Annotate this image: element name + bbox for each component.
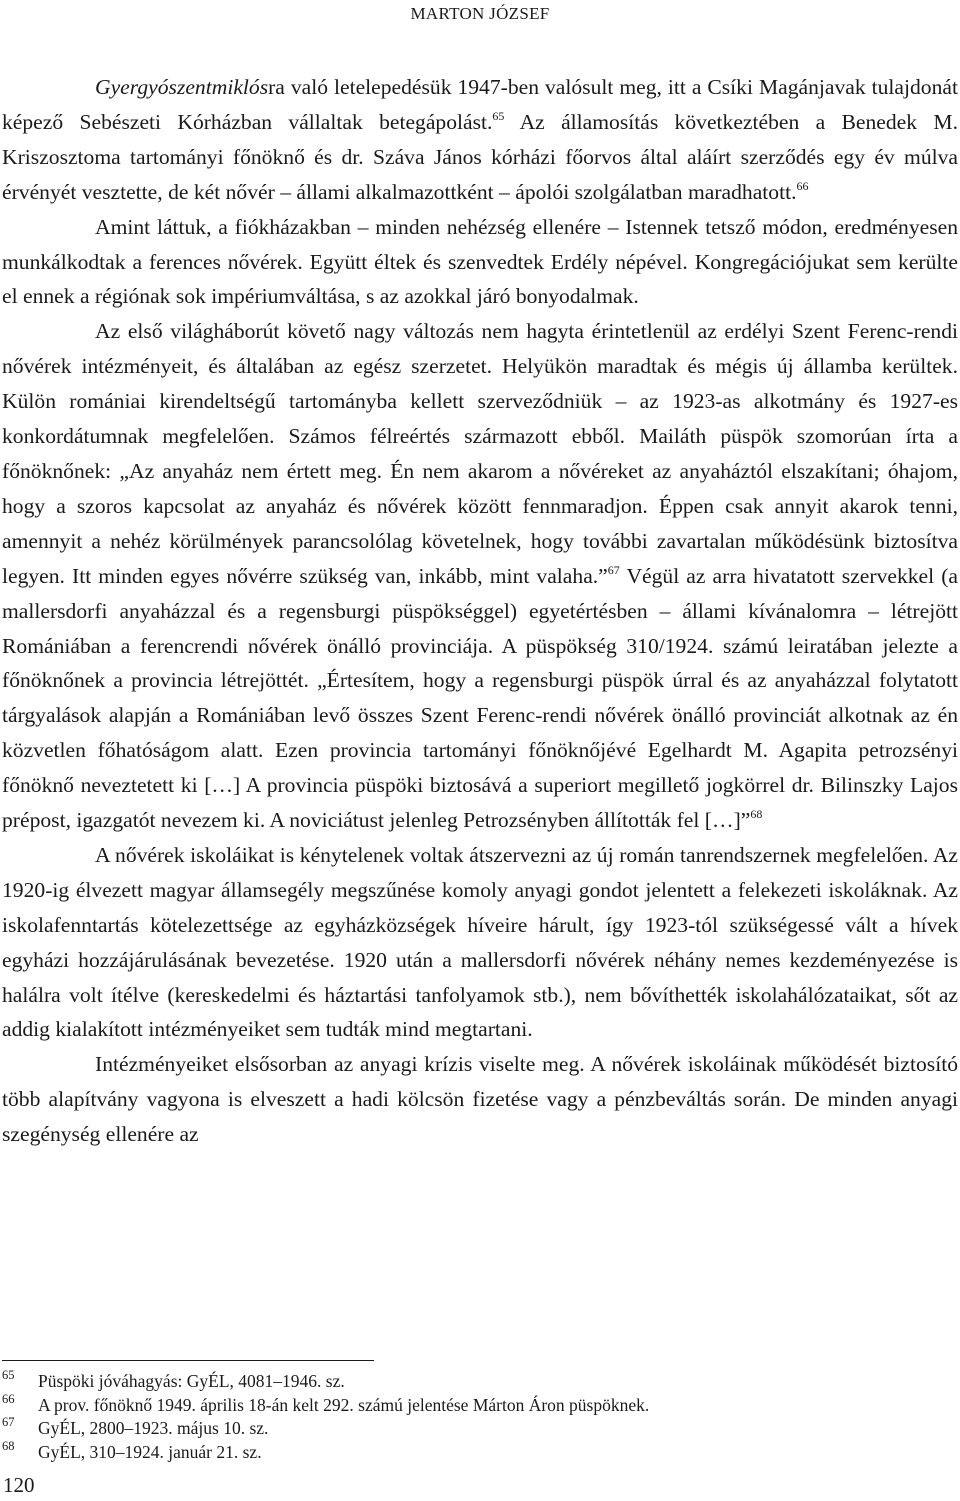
footnote-text: GyÉL, 2800–1923. május 10. sz. [38, 1418, 269, 1438]
paragraph-text: Az államosítás következtében a Benedek M. Kriszosztoma tartományi főnöknő és dr. Száva János kórházi főorvos által aláírt szerződés egy év múlva érvényét vesztette, de két nővér – állami alkalmazottként – ápolói szolgálatban maradhatott. [2, 109, 958, 204]
footnote-number: 65 [2, 1368, 15, 1382]
footnotes [2, 1370, 952, 1464]
footnote [2, 1417, 952, 1441]
running-header: MARTON JÓZSEF [410, 4, 550, 23]
paragraph [2, 70, 958, 210]
body-text [2, 70, 958, 1152]
page-number: 120 [3, 1473, 35, 1497]
footnote-text: Püspöki jóváhagyás: GyÉL, 4081–1946. sz. [38, 1371, 345, 1391]
paragraph [2, 210, 958, 315]
footnote-ref: 67 [607, 562, 620, 577]
footnote [2, 1438, 952, 1465]
footnote-ref: 65 [492, 108, 505, 123]
italic-text: Gyergyószentmiklós [95, 75, 269, 99]
footnote [2, 1370, 952, 1394]
footnote-text: A prov. főnöknő 1949. április 18-án kelt 292. számú jelentése Márton Áron püspöknek. [38, 1394, 650, 1415]
footnote-number: 67 [2, 1415, 15, 1429]
paragraph-text: Végül az arra hivatatott szervekkel (a mallersdorfi anyaházzal és a regensburgi püspökséggel) egyetértésben – állami kívánalomra – létrejött Romániában a ferencrendi nővérek önálló provinciája. A püspökség 310/1924. számú leiratában jelezte a főnöknőnek a provincia létrejöttét. „Értesítem, hogy a regensburgi püspök úrral és az anyaházzal folytatott tárgyalások alapján a Romániában levő összes Szent Ferenc-rendi nővérek önálló provinciát alkotnak az én közvetlen főhatóságom alatt. Ezen provincia tartományi főnöknőjévé Egelhardt M. Agapita petrozsényi főnöknő neveztetett ki […] A provincia püspöki biztosává a superiort megillető jogkörrel dr. Bilinszky Lajos prépost, igazgatót nevezem ki. A noviciátust jelenleg Petrozsényben állították fel […]” [2, 563, 958, 833]
paragraph [2, 838, 958, 1047]
paragraph [2, 314, 958, 838]
footnote-text: GyÉL, 310–1924. január 21. sz. [38, 1441, 262, 1462]
footnote-number: 66 [2, 1391, 15, 1406]
footnote [2, 1391, 952, 1418]
paragraph-text: Az első világháborút követő nagy változás nem hagyta érintetlenül az erdélyi Szent Ferenc-rendi nővérek intézményeit, és általában az egész szerzetet. Helyükön maradtak és mégis új államba kerültek. Külön romániai kirendeltségű tartományba kellett szerveződniük – az 1923-as alkotmány és 1927-es konkordátumnak megfelelően. Számos félreértés származott ebből. Mailáth püspök szomorúan írta a főnöknőnek: „Az anyaház nem értett meg. Én nem akarom a nővéreket az anyaháztól elszakítani; óhajom, hogy a szoros kapcsolat az anyaház és nővérek között fennmaradjon. Éppen csak annyit akarok tenni, amennyit a nehéz körülmények parancsolólag követelnek, hogy további zavartalan működésünk biztosítva legyen. Itt minden egyes nővérre szükség van, inkább, mint valaha.” [2, 319, 958, 588]
footnote-number: 68 [2, 1438, 15, 1453]
paragraph-text: Amint láttuk, a fiókházakban – minden nehézség ellenére – Istennek tetsző módon, eredményesen munkálkodtak a ferences nővérek. Együtt éltek és szenvedtek Erdély népével. Kongregációjukat sem kerülte el ennek a régiónak sok impériumváltása, s az azokkal járó bonyodalmak. [2, 214, 958, 309]
paragraph [2, 1047, 958, 1152]
paragraph-text: A nővérek iskoláikat is kénytelenek voltak átszervezni az új román tanrendszernek megfelelően. Az 1920-ig élvezett magyar államsegély megszűnése komoly anyagi gondot jelentett a felekezeti iskoláknak. Az iskolafenntartás kötelezettsége az egyházközségek híveire hárult, így 1923-tól szükségessé vált a hívek egyházi hozzájárulásának bevezetése. 1920 után a mallersdorfi nővérek néhány nemes kezdeményezése is halálra volt ítélve (kereskedelmi és háztartási tanfolyamok stb.), nem bővíthették iskolahálózataikat, sőt az addig kialakított intézményeiket sem tudták mind megtartani. [2, 842, 958, 1042]
footnote-ref: 66 [796, 178, 809, 193]
footnote-separator [2, 1360, 374, 1361]
paragraph-text: Intézményeiket elsősorban az anyagi krízis viselte meg. A nővérek iskoláinak működését biztosító több alapítvány vagyona is elveszett a hadi kölcsön fizetése vagy a pénzbeváltás során. De minden anyagi szegénység ellenére az [2, 1052, 958, 1147]
footnote-ref: 68 [750, 807, 763, 822]
paragraph-text: ra való letelepedésük 1947-ben valósult meg, itt a Csíki Magánjavak tulajdonát képező Sebészeti Kórházban vállaltak betegápolást. [2, 75, 958, 134]
